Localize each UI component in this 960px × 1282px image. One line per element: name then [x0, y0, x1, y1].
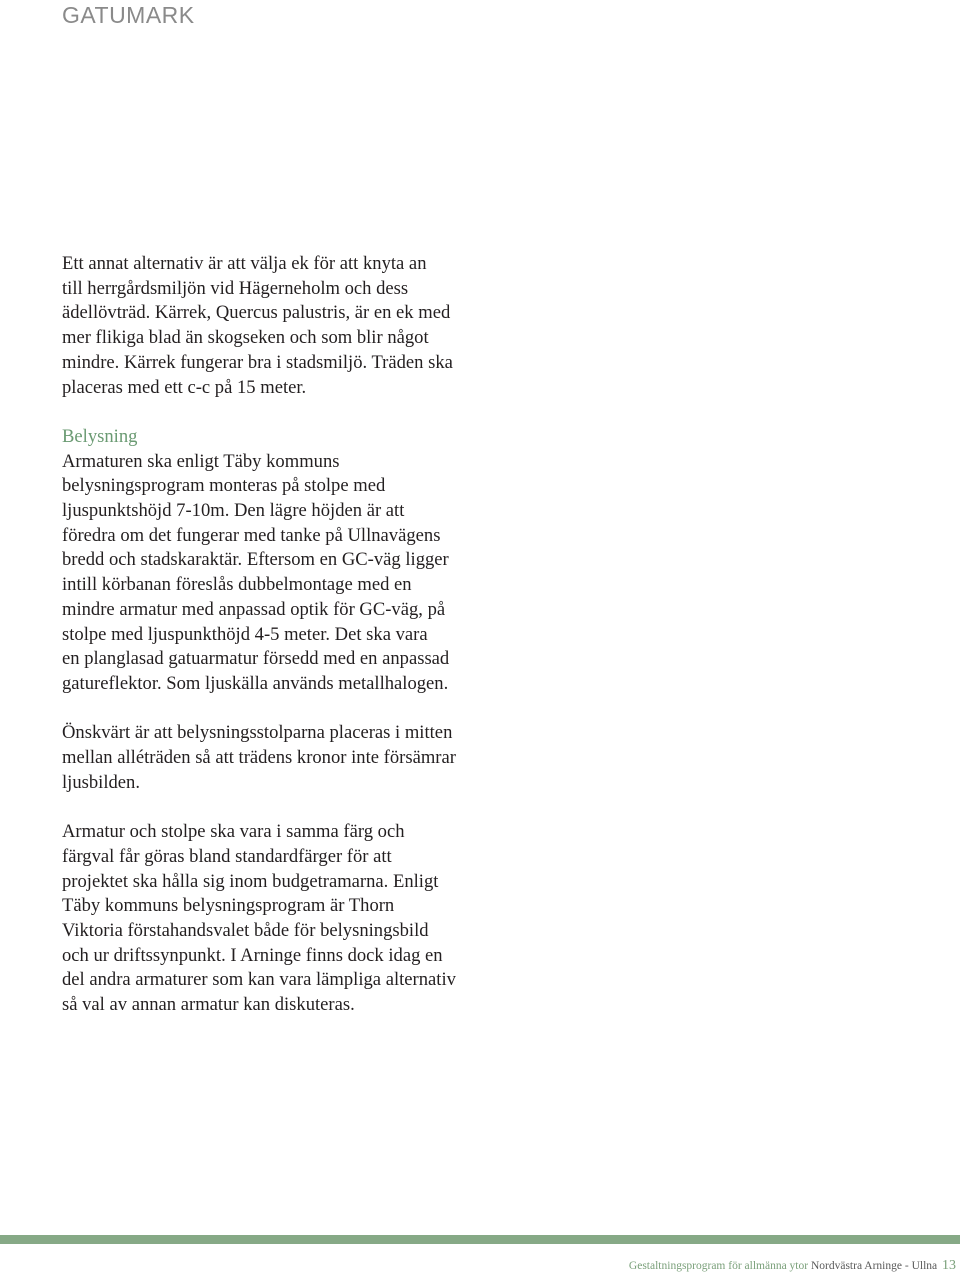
footer-divider-bar [0, 1235, 960, 1244]
section-header: GATUMARK [62, 2, 195, 28]
page-footer [629, 1258, 956, 1274]
lighting-section [62, 425, 512, 697]
subheading-belysning: Belysning [62, 425, 138, 447]
paragraph-fixture-color: Armatur och stolpe ska vara i samma färg och färgval får göras bland standardfärger för att projektet ska hålla sig inom budgetramarna. Enligt Täby kommuns belysningsprogram är Thorn Viktoria förstahandsvalet både för belysningsbild och ur driftssynpunkt. I Arninge finns dock idag en del andra armaturer som kan vara lämpliga alternativ så val av annan armatur kan diskuteras. [62, 821, 456, 1016]
body-column [62, 252, 512, 1018]
paragraph-lighting-fixtures: Armaturen ska enligt Täby kommuns belysningsprogram monteras på stolpe med ljuspunktshöjd 7-10m. Den lägre höjden är att föredra om det fungerar med tanke på Ullnavägens bredd och stadskaraktär. Eftersom en GC-väg ligger intill körbanan föreslås dubbelmontage med en mindre armatur med anpassad optik för GC-väg, på stolpe med ljuspunkthöjd 4-5 meter. Det ska vara en planglasad gatuarmatur försedd med en anpassad gatureflektor. Som ljuskälla används metallhalogen. [62, 450, 450, 694]
paragraph-pole-placement: Önskvärt är att belysningsstolparna placeras i mitten mellan alléträden så att trädens kronor inte försämrar ljusbilden. [62, 722, 456, 793]
footer-document-title: Gestaltningsprogram för allmänna ytor [628, 1260, 809, 1272]
page-number: 13 [942, 1258, 956, 1273]
paragraph-oak-alternative: Ett annat alternativ är att välja ek för att knyta an till herrgårdsmiljön vid Hägerneholm och dess ädellövträd. Kärrek, Quercus palustris, är en ek med mer flikiga blad än skogseken och som blir något mindre. Kärrek fungerar bra i stadsmiljö. Träden ska placeras med ett c-c på 15 meter. [62, 253, 453, 398]
footer-area-name: Nordvästra Arninge - Ullna [810, 1260, 938, 1272]
